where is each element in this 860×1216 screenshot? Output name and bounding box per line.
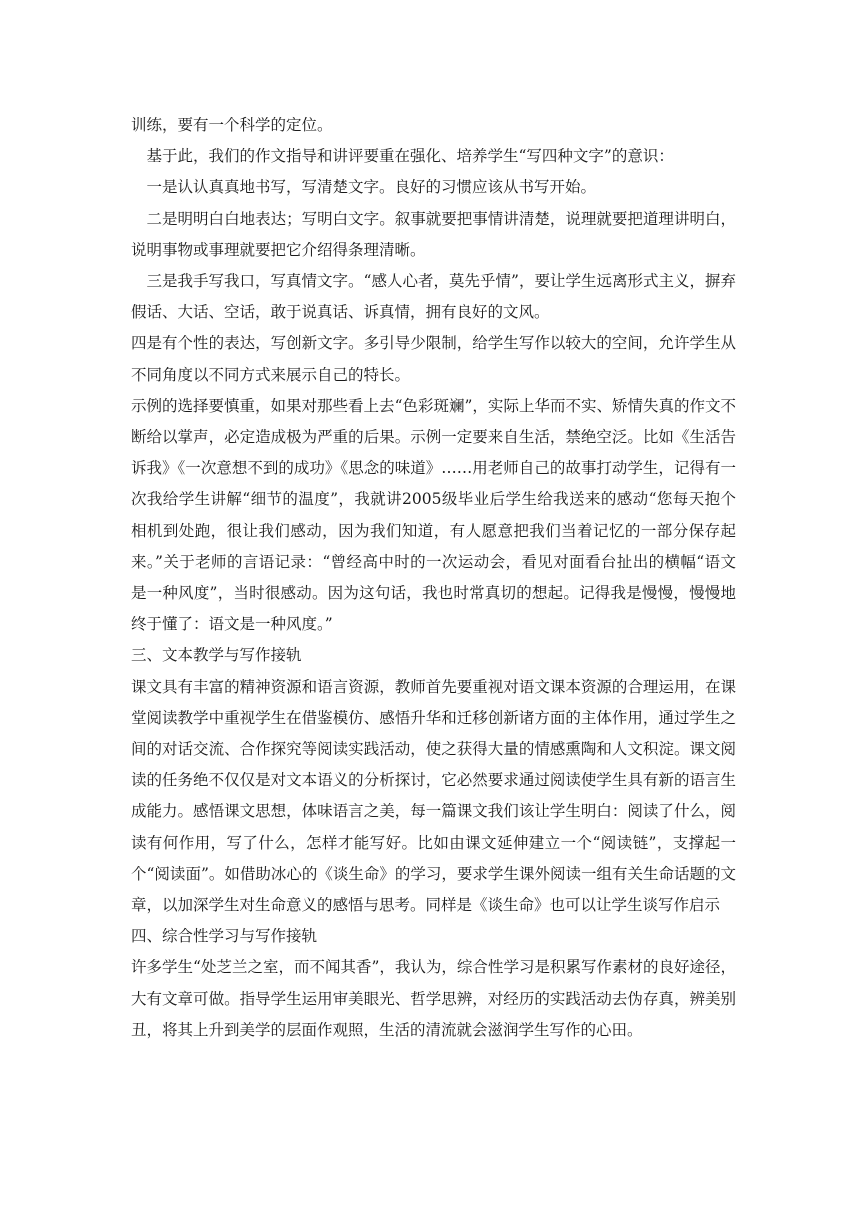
paragraph: 二是明明白白地表达；写明白文字。叙事就要把事情讲清楚，说理就要把道理讲明白，说明事物或事理就要把它介绍得条理清晰。 bbox=[131, 209, 736, 259]
paragraph: 训练，要有一个科学的定位。 bbox=[131, 116, 333, 134]
paragraph: 示例的选择要慎重，如果对那些看上去“色彩斑斓”，实际上华而不实、矫情失真的作文不断给以掌声，必定造成极为严重的后果。示例一定要来自生活，禁绝空泛。比如《生活告诉我》《一次意想不到的成功》《思念的味道》……用老师自己的故事打动学生，记得有一次我给学生讲解“细节的温度”，我就讲2005级毕业后学生给我送来的感动“您每天抱个相机到处跑，很让我们感动，因为我们知道，有人愿意把我们当着记忆的一部分保存起来。”关于老师的言语记录：“曾经高中时的一次运动会，看见对面看台扯出的横幅“语文是一种风度”，当时很感动。因为这句话，我也时常真切的想起。记得我是慢慢，慢慢地终于懂了：语文是一种风度。” bbox=[131, 396, 736, 634]
paragraph: 课文具有丰富的精神资源和语言资源，教师首先要重视对语文课本资源的合理运用，在课堂阅读教学中重视学生在借鉴模仿、感悟升华和迁移创新诸方面的主体作用，通过学生之间的对话交流、合作探究等阅读实践活动，使之获得大量的情感熏陶和人文积淀。课文阅读的任务绝不仅仅是对文本语义的分析探讨，它必然要求通过阅读使学生具有新的语言生成能力。感悟课文思想，体味语言之美，每一篇课文我们该让学生明白：阅读了什么，阅读有何作用，写了什么，怎样才能写好。比如由课文延伸建立一个“阅读链”，支撑起一个“阅读面”。如借助冰心的《谈生命》的学习，要求学生课外阅读一组有关生命话题的文章，以加深学生对生命意义的感悟与思考。同样是《谈生命》也可以让学生谈写作启示 bbox=[131, 677, 736, 915]
document-body bbox=[131, 110, 736, 1046]
section-heading: 三、文本教学与写作接轨 bbox=[131, 646, 302, 665]
paragraph: 一是认认真真地书写，写清楚文字。良好的习惯应该从书写开始。 bbox=[146, 178, 597, 197]
section-heading: 四、综合性学习与写作接轨 bbox=[131, 927, 318, 946]
paragraph: 基于此，我们的作文指导和讲评要重在强化、培养学生“写四种文字”的意识： bbox=[146, 147, 674, 166]
paragraph: 四是有个性的表达，写创新文字。多引导少限制，给学生写作以较大的空间，允许学生从不同角度以不同方式来展示自己的特长。 bbox=[131, 334, 736, 384]
paragraph: 三是我手写我口，写真情文字。“感人心者，莫先乎情”，要让学生远离形式主义，摒弃假话、大话、空话，敢于说真话、诉真情，拥有良好的文风。 bbox=[131, 272, 736, 322]
paragraph: 许多学生“处芝兰之室，而不闻其香”，我认为，综合性学习是积累写作素材的良好途径，大有文章可做。指导学生运用审美眼光、哲学思辨，对经历的实践活动去伪存真，辨美别丑，将其上升到美学的层面作观照，生活的清流就会滋润学生写作的心田。 bbox=[131, 958, 736, 1039]
